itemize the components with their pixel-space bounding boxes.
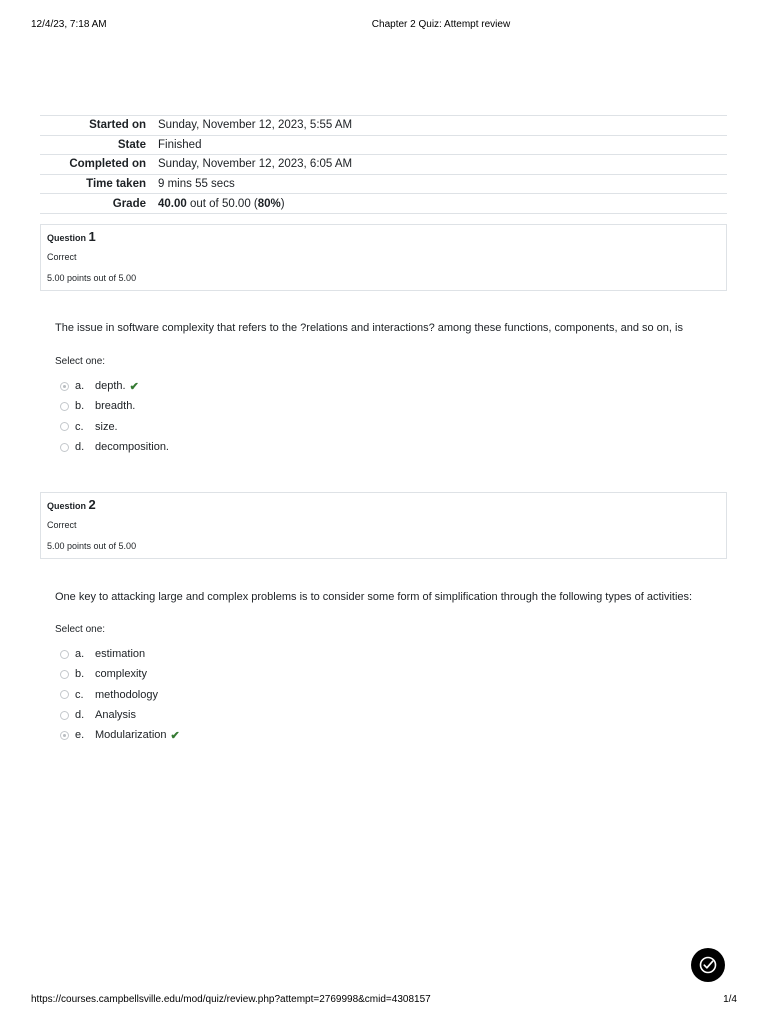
question-info bbox=[40, 224, 727, 291]
answer-option[interactable] bbox=[60, 417, 169, 437]
answer-radio[interactable] bbox=[60, 422, 69, 431]
summary-label: Completed on bbox=[69, 158, 146, 171]
answer-radio[interactable] bbox=[60, 690, 69, 699]
summary-row-state bbox=[40, 135, 727, 155]
grade-value bbox=[152, 194, 727, 214]
print-url: https://courses.campbellsville.edu/mod/quiz/review.php?attempt=2769998&cmid=4308157 bbox=[31, 994, 431, 1005]
circle-check-icon[interactable] bbox=[691, 948, 725, 982]
attempt-summary-table bbox=[40, 115, 727, 214]
print-page-number: 1/4 bbox=[723, 994, 737, 1005]
answer-option[interactable] bbox=[60, 396, 169, 416]
question-text: One key to attacking large and complex problems is to consider some form of simplification through the following types of activities: bbox=[55, 591, 693, 603]
question-info bbox=[40, 492, 727, 559]
answer-text: breadth. bbox=[95, 400, 136, 413]
grade-score: 40.00 bbox=[158, 197, 187, 210]
answer-option[interactable] bbox=[60, 685, 180, 705]
summary-value: Sunday, November 12, 2023, 6:05 AM bbox=[158, 158, 353, 171]
summary-label: Time taken bbox=[86, 178, 146, 191]
question-grade: 5.00 points out of 5.00 bbox=[47, 541, 137, 551]
question-num: 1 bbox=[88, 229, 96, 244]
question-state: Correct bbox=[47, 252, 77, 262]
select-one-prompt: Select one: bbox=[55, 356, 106, 367]
answer-option[interactable] bbox=[60, 437, 169, 457]
answer-radio[interactable] bbox=[60, 711, 69, 720]
question-state: Correct bbox=[47, 520, 77, 530]
answer-list bbox=[60, 644, 180, 745]
answer-letter: c. bbox=[75, 688, 84, 701]
answer-option[interactable] bbox=[60, 725, 180, 745]
question-grade: 5.00 points out of 5.00 bbox=[47, 273, 137, 283]
answer-text: depth. bbox=[95, 380, 126, 393]
summary-value: Sunday, November 12, 2023, 5:55 AM bbox=[158, 119, 353, 132]
summary-label: Started on bbox=[89, 119, 146, 132]
question-number bbox=[47, 229, 96, 244]
check-icon: ✔ bbox=[170, 729, 180, 742]
answer-radio[interactable] bbox=[60, 731, 69, 740]
answer-radio[interactable] bbox=[60, 443, 69, 452]
answer-text: decomposition. bbox=[95, 441, 169, 454]
answer-letter: e. bbox=[75, 729, 85, 742]
answer-text: Analysis bbox=[95, 709, 136, 722]
answer-option[interactable] bbox=[60, 664, 180, 684]
grade-percent: 80% bbox=[257, 197, 281, 210]
answer-letter: d. bbox=[75, 709, 85, 722]
summary-row-grade bbox=[40, 194, 727, 214]
answer-option[interactable] bbox=[60, 705, 180, 725]
answer-letter: d. bbox=[75, 441, 85, 454]
grade-close: ) bbox=[280, 197, 285, 210]
answer-text: Modularization bbox=[95, 729, 167, 742]
answer-option[interactable] bbox=[60, 376, 169, 396]
answer-letter: a. bbox=[75, 648, 85, 661]
question-number bbox=[47, 497, 96, 512]
summary-row-time-taken bbox=[40, 174, 727, 194]
summary-row-started bbox=[40, 116, 727, 136]
answer-text: complexity bbox=[95, 668, 147, 681]
select-one-prompt: Select one: bbox=[55, 624, 106, 635]
summary-label: State bbox=[117, 138, 146, 151]
summary-row-completed bbox=[40, 155, 727, 175]
question-label: Question bbox=[47, 233, 87, 243]
print-title: Chapter 2 Quiz: Attempt review bbox=[371, 19, 511, 30]
answer-letter: b. bbox=[75, 400, 85, 413]
answer-option[interactable] bbox=[60, 644, 180, 664]
summary-label: Grade bbox=[112, 197, 146, 210]
answer-radio[interactable] bbox=[60, 402, 69, 411]
answer-radio[interactable] bbox=[60, 670, 69, 679]
summary-value: 9 mins 55 secs bbox=[158, 178, 235, 191]
print-datetime: 12/4/23, 7:18 AM bbox=[31, 19, 107, 30]
answer-text: methodology bbox=[95, 688, 158, 701]
answer-list bbox=[60, 376, 169, 457]
check-icon: ✔ bbox=[129, 380, 139, 393]
summary-value: Finished bbox=[158, 138, 202, 151]
answer-radio[interactable] bbox=[60, 382, 69, 391]
question-num: 2 bbox=[88, 497, 96, 512]
answer-text: estimation bbox=[95, 648, 146, 661]
question-label: Question bbox=[47, 501, 87, 511]
answer-text: size. bbox=[95, 420, 118, 433]
answer-letter: b. bbox=[75, 668, 85, 681]
answer-radio[interactable] bbox=[60, 650, 69, 659]
grade-out-of: out of 50.00 ( bbox=[186, 197, 258, 210]
question-text: The issue in software complexity that refers to the ?relations and interactions? among these functions, components, and so on, is bbox=[55, 322, 683, 334]
answer-letter: c. bbox=[75, 420, 84, 433]
answer-letter: a. bbox=[75, 380, 85, 393]
